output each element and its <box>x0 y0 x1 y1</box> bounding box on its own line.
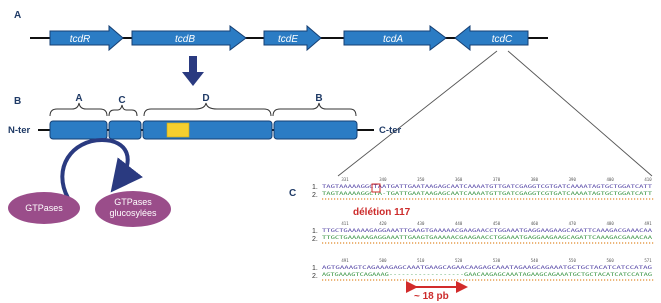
domain-b-label: B <box>315 93 323 104</box>
position-number: 550 <box>568 258 576 263</box>
glucosylated-gtpases-oval <box>95 191 171 227</box>
position-number: 480 <box>606 221 614 226</box>
position-number: 470 <box>568 221 576 226</box>
alignment-block-3 <box>312 265 655 302</box>
position-number: 560 <box>606 258 614 263</box>
n-terminus-label: N-ter <box>8 125 31 136</box>
c-terminus-label: C-ter <box>379 125 402 136</box>
position-number: 430 <box>417 221 425 226</box>
svg-text:2.: 2. <box>312 273 318 280</box>
gene-tcdA <box>344 26 446 50</box>
bp-label: ~ 18 pb <box>414 291 449 302</box>
protein-domains <box>50 121 357 139</box>
position-number: 411 <box>341 221 349 226</box>
down-arrow-icon <box>182 56 204 86</box>
svg-text:1.: 1. <box>312 184 318 191</box>
position-number: 510 <box>417 258 425 263</box>
block3-seq2: AGTGAAAGTCAGAAAG------------------GAACAAGAGCAAATAGAAGCAGAAATGCTGCTACATCATCCATAG <box>322 272 653 277</box>
svg-text:1.: 1. <box>312 228 318 235</box>
block1-seq1: TAGTAAAAAGGCTAATGATTGAATAAGAGCAATCAAAATGTTGATCGAGGTCGTGATCAAAATAGTGCTGGATCATT <box>322 184 653 189</box>
gene-tcdB-label: tcdB <box>174 34 196 45</box>
svg-text:GTPases: GTPases <box>25 203 63 213</box>
panel-c-letter: C <box>289 188 297 199</box>
domain-a-box <box>50 121 107 139</box>
position-number: 420 <box>379 221 387 226</box>
alignment-block-2 <box>312 228 655 243</box>
position-number: 440 <box>455 221 463 226</box>
position-number: 410 <box>644 177 652 182</box>
position-number: 491 <box>341 258 349 263</box>
position-number: 571 <box>644 258 652 263</box>
panel-a-letter: A <box>14 10 22 21</box>
svg-text:glucosylées: glucosylées <box>109 208 157 218</box>
gene-tcdE-label: tcdE <box>277 34 299 45</box>
gene-tcdB <box>132 26 246 50</box>
domain-braces <box>50 103 356 116</box>
panel-b-letter: B <box>14 96 22 107</box>
position-number: 331 <box>341 177 349 182</box>
gtpases-oval <box>8 192 80 224</box>
position-number: 450 <box>492 221 501 226</box>
domain-c-box <box>109 121 141 139</box>
position-number: 460 <box>530 221 538 226</box>
position-number: 390 <box>568 177 576 182</box>
position-numbers <box>341 177 652 263</box>
block2-seq1: TTGCTGAAAAAGAGGAAATTGAAGTGAAAAACGAAGAACCTGGAAATGAGGAAGAAGCAGATTCAAAGACGAAACAA <box>322 228 653 233</box>
catalytic-site-marker <box>167 123 189 137</box>
alignment-block-1 <box>312 184 655 218</box>
zoom-line-left <box>338 51 497 176</box>
gene-tcdE <box>264 26 321 50</box>
position-number: 491 <box>644 221 652 226</box>
block2-seq2: TTGCTGAAAAAGAGGAAATTGAAGTGAAAAACGAAGAACCTGGAAATGAGGAAGAAGCAGATTCAAAGACGAAACAA <box>322 235 653 240</box>
svg-text:2.: 2. <box>312 192 318 199</box>
domain-d-box <box>143 121 272 139</box>
glucosylation-arrow <box>62 140 127 198</box>
zoom-line-right <box>508 51 652 176</box>
position-number: 520 <box>455 258 463 263</box>
position-number: 340 <box>379 177 387 182</box>
svg-text:2.: 2. <box>312 236 318 243</box>
position-number: 530 <box>492 258 501 263</box>
gene-tcdA-label: tcdA <box>382 34 404 45</box>
position-number: 380 <box>530 177 538 182</box>
domain-b-box <box>274 121 357 139</box>
position-number: 540 <box>530 258 538 263</box>
position-number: 500 <box>379 258 387 263</box>
deletion-label: délétion 117 <box>353 207 411 218</box>
domain-d-label: D <box>202 93 210 104</box>
domain-c-label: C <box>118 95 126 106</box>
svg-text:1.: 1. <box>312 265 318 272</box>
svg-text:GTPases: GTPases <box>114 197 152 207</box>
gene-tcdR-label: tcdR <box>69 34 91 45</box>
position-number: 370 <box>492 177 501 182</box>
block3-seq1: AGTGAAAGTCAGAAAGAGCAAATGAAGCAGAACAAGAGCAAATAGAAGCAGAAATGCTGCTACATCATCCATAG <box>322 265 653 270</box>
position-number: 400 <box>606 177 614 182</box>
domain-a-label: A <box>75 93 83 104</box>
gene-tcdC-label: tcdC <box>491 34 513 45</box>
position-number: 360 <box>455 177 463 182</box>
gene-tcdC <box>455 26 528 50</box>
gene-tcdR <box>50 26 123 50</box>
position-number: 350 <box>417 177 425 182</box>
block1-seq2: TAGTAAAAAGGCTA-TGATTGAATAAGAGCAATCAAAATGTTGATCGAGGTCGTGATCAAAATAGTGCTGGATCATT <box>322 191 653 196</box>
